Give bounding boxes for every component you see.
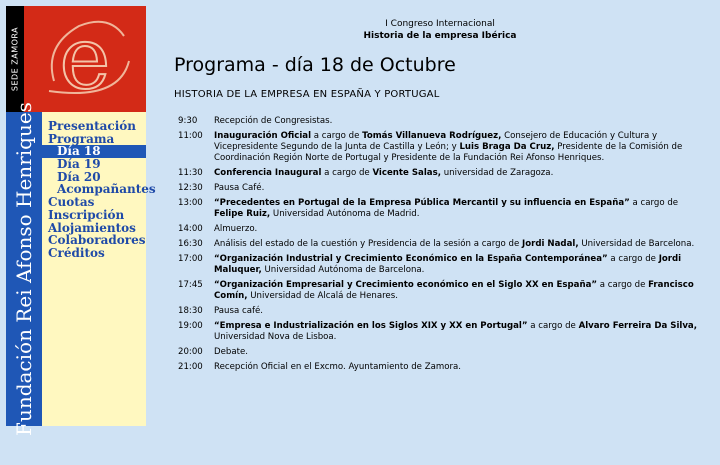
sede-zamora-strip: [6, 6, 24, 112]
foundation-banner: [6, 102, 42, 436]
schedule-time: 11:30: [178, 168, 203, 178]
nav-item-presentación[interactable]: Presentación: [48, 119, 137, 133]
schedule-description: “Empresa e Industrialización en los Siglos XIX y XX en Portugal” a cargo de Alvaro Ferreira Da Silva, Universidad Nova de Lisboa.: [214, 321, 697, 342]
schedule-time: 21:00: [178, 362, 203, 372]
schedule-time: 16:30: [178, 239, 203, 249]
schedule-time: 11:00: [178, 131, 203, 141]
nav-item-acompañantes[interactable]: Acompañantes: [57, 182, 156, 197]
schedule-row: [178, 168, 698, 179]
sede-zamora-label: SEDE ZAMORA: [10, 26, 20, 92]
schedule-description: Recepción Oficial en el Excmo. Ayuntamiento de Zamora.: [214, 362, 462, 372]
schedule-description: Análisis del estado de la cuestión y Presidencia de la sesión a cargo de Jordi Nadal, Universidad de Barcelona.: [214, 239, 695, 249]
logo-letter: e: [59, 9, 111, 109]
schedule-row: [178, 280, 698, 302]
nav-item-programa[interactable]: Programa: [48, 131, 115, 146]
schedule-description: Recepción de Congresistas.: [214, 116, 333, 126]
schedule-description: “Organización Industrial y Crecimiento Económico en la España Contemporánea” a cargo de Jordi Maluquer, Universidad Autónoma de Barcelona.: [214, 254, 682, 275]
schedule-row: [178, 321, 698, 343]
schedule-row: [178, 362, 698, 373]
nav-item-día-18[interactable]: Día 18: [42, 145, 146, 158]
schedule-time: 9:30: [178, 116, 198, 126]
nav-item-día-19[interactable]: Día 19: [57, 157, 101, 172]
schedule-description: Pausa Café.: [214, 183, 265, 193]
schedule-row: [178, 131, 698, 164]
schedule-description: Almuerzo.: [214, 224, 258, 234]
schedule-time: 17:00: [178, 254, 203, 264]
e-logo-icon: [24, 6, 146, 112]
schedule-row: [178, 224, 698, 235]
schedule-row: [178, 306, 698, 317]
sidebar: [6, 6, 156, 436]
schedule-description: Pausa café.: [214, 306, 264, 316]
schedule-row: [178, 239, 698, 250]
nav-item-día-20[interactable]: Día 20: [57, 169, 101, 184]
congress-header: [340, 18, 540, 42]
section-title: HISTORIA DE LA EMPRESA EN ESPAÑA Y PORTUGAL: [174, 89, 440, 100]
schedule-description: “Organización Empresarial y Crecimiento económico en el Siglo XX en España” a cargo de Francisco Comín, Universidad de Alcalá de Henares.: [214, 280, 694, 301]
schedule-description: Debate.: [214, 347, 249, 357]
nav-item-alojamientos[interactable]: Alojamientos: [48, 220, 136, 235]
side-nav: [42, 112, 156, 426]
schedule-time: 13:00: [178, 198, 203, 208]
schedule-row: [178, 254, 698, 276]
schedule-description: “Precedentes en Portugal de la Empresa Pública Mercantil y su influencia en España” a cargo de Felipe Ruiz, Universidad Autónoma de Madrid.: [214, 198, 679, 219]
schedule-row: [178, 183, 698, 194]
schedule: [178, 116, 698, 377]
schedule-time: 19:00: [178, 321, 203, 331]
page-title: Programa - día 18 de Octubre: [174, 54, 456, 76]
schedule-time: 14:00: [178, 224, 203, 234]
schedule-time: 12:30: [178, 183, 203, 193]
nav-item-créditos[interactable]: Créditos: [48, 245, 105, 260]
schedule-row: [178, 198, 698, 220]
schedule-time: 20:00: [178, 347, 203, 357]
congress-name: I Congreso Internacional: [385, 19, 495, 29]
schedule-time: 17:45: [178, 280, 203, 290]
nav-list: [42, 119, 156, 260]
congress-logo[interactable]: [24, 6, 146, 112]
nav-item-cuotas[interactable]: Cuotas: [48, 195, 95, 210]
nav-item-colaboradores[interactable]: Colaboradores: [48, 233, 146, 248]
nav-item-inscripción[interactable]: Inscripción: [48, 207, 125, 222]
schedule-description: Conferencia Inaugural a cargo de Vicente Salas, universidad de Zaragoza.: [214, 168, 554, 178]
schedule-time: 18:30: [178, 306, 203, 316]
schedule-row: [178, 347, 698, 358]
foundation-name: Fundación Rei Afonso Henriques: [12, 102, 36, 436]
schedule-row: [178, 116, 698, 127]
schedule-description: Inauguración Oficial a cargo de Tomás Villanueva Rodríguez, Consejero de Educación y Cultura y Vicepresidente Segundo de la Junta de Castilla y León; y Luis Braga Da Cruz, Presidente de la Comisión de Coordinación Región Norte de Portugal y Presidente de la Fundación Rei Afonso Henriques.: [214, 131, 683, 163]
congress-subtitle: Historia de la empresa Ibérica: [363, 31, 517, 41]
